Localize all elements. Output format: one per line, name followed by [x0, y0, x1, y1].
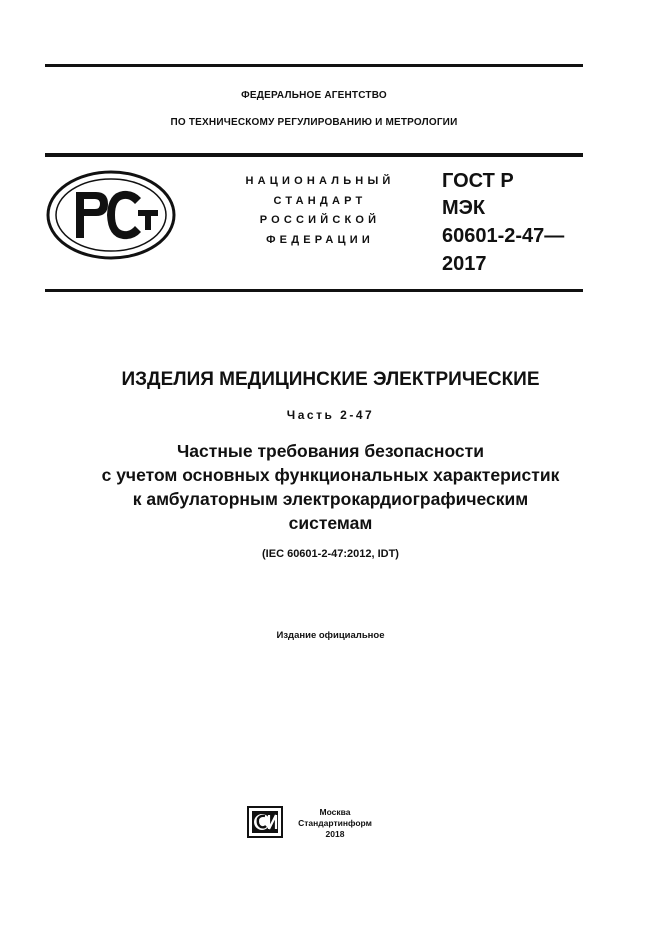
standard-type-line-2: СТАНДАРТ: [273, 195, 367, 207]
iec-reference: (IEC 60601-2-47:2012, IDT): [262, 548, 399, 560]
publisher-city: Москва: [319, 807, 351, 817]
designation-line-3: 60601-2-47—: [442, 225, 565, 247]
standard-type-line-1: НАЦИОНАЛЬНЫЙ: [245, 175, 395, 187]
edition-label: Издание официальное: [276, 630, 385, 641]
designation-line-1: ГОСТ Р: [442, 170, 514, 192]
subtitle-line-1: Частные требования безопасности: [177, 441, 484, 461]
standard-type-line-4: ФЕДЕРАЦИИ: [266, 234, 374, 246]
subtitle-line-2: с учетом основных функциональных характеристик: [101, 465, 560, 485]
designation-line-4: 2017: [442, 253, 487, 275]
agency-name-line-2: ПО ТЕХНИЧЕСКОМУ РЕГУЛИРОВАНИЮ И МЕТРОЛОГИИ: [170, 117, 458, 128]
subtitle-line-3: к амбулаторным электрокардиографическим: [132, 489, 529, 509]
block-rule: [45, 289, 583, 292]
top-rule: [45, 64, 583, 67]
standartinform-logo-icon: [247, 806, 283, 838]
document-part: Часть 2-47: [286, 408, 375, 422]
publisher-name: Стандартинформ: [298, 818, 372, 828]
publisher-year: 2018: [325, 829, 345, 839]
standard-type-line-3: РОССИЙСКОЙ: [259, 214, 381, 226]
document-title: ИЗДЕЛИЯ МЕДИЦИНСКИЕ ЭЛЕКТРИЧЕСКИЕ: [121, 369, 540, 390]
agency-name-line-1: ФЕДЕРАЛЬНОЕ АГЕНТСТВО: [241, 90, 387, 101]
subtitle-line-4: системам: [288, 513, 373, 533]
designation-line-2: МЭК: [442, 197, 486, 219]
header-rule: [45, 153, 583, 157]
rst-certification-mark-icon: [46, 170, 176, 260]
